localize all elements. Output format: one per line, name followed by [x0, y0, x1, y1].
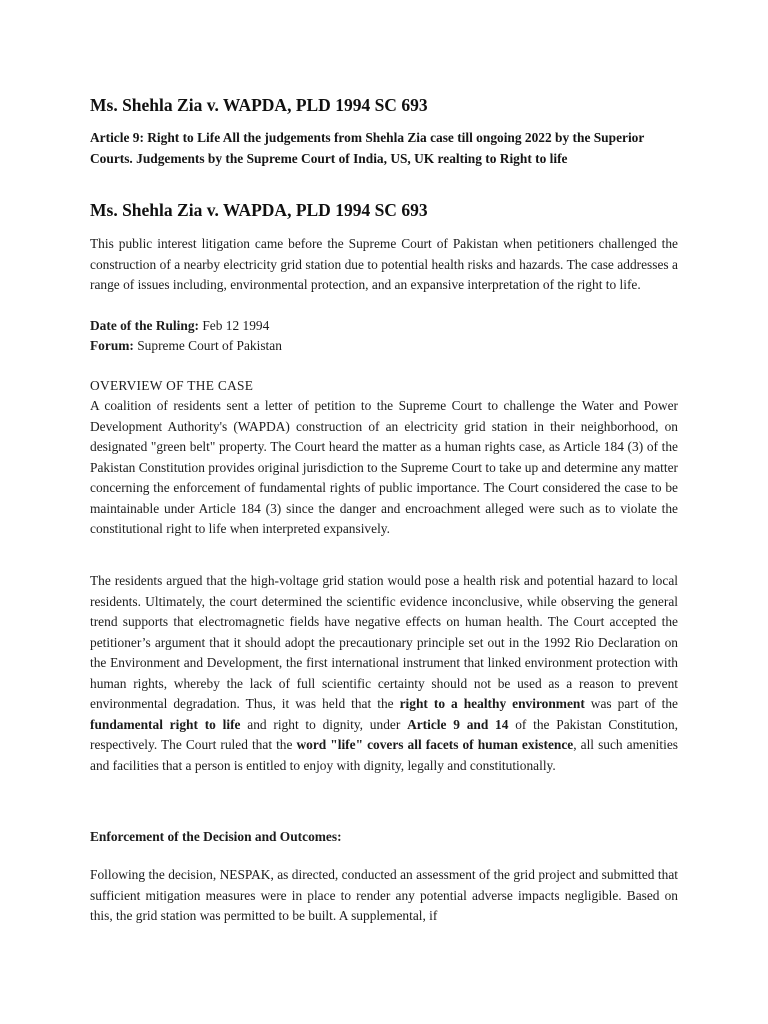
highlight-healthy-environment: right to a healthy environment: [399, 696, 585, 711]
forum-value: Supreme Court of Pakistan: [133, 338, 282, 353]
argument-text-4: of the Pakistan Constitution, respectively. The Court ruled that the: [90, 716, 678, 752]
argument-text-3: and right to dignity, under: [240, 716, 408, 732]
ruling-label: Date of the Ruling:: [90, 318, 199, 333]
forum: [90, 336, 282, 357]
enforcement-heading: Enforcement of the Decision and Outcomes:: [90, 829, 342, 844]
argument-text-1: The residents argued that the high-voltage grid station would pose a health risk and potential hazard to local residents. Ultimately, the court determined the scientific evidence inconclusive, while observing the general trend supports that electromagnetic fields have negative effects on human health. The Court accepted the petitioner’s argument that it should adopt the precautionary principle set out in the 1992 Rio Declaration on the Environment and Development, the first international instrument that linked environment protection with human rights, whereby the lack of full scientific certainty should not be used as a reason to prevent environmental degradation. Thus, it was held that the: [90, 573, 678, 711]
intro-paragraph: This public interest litigation came before the Supreme Court of Pakistan when petitioners challenged the construction of a nearby electricity grid station due to potential health risks and hazards. The case addresses a range of issues including, environmental protection, and an expansive interpretation of the right to life.: [90, 236, 678, 292]
case-title: Ms. Shehla Zia v. WAPDA, PLD 1994 SC 693: [90, 95, 428, 115]
argument-paragraph: [90, 571, 678, 776]
enforcement-paragraph: Following the decision, NESPAK, as directed, conducted an assessment of the grid project and submitted that sufficient mitigation measures were in place to render any potential adverse impacts negligible. Based on this, the grid station was permitted to be built. A supplemental, if: [90, 867, 678, 923]
forum-label: Forum:: [90, 338, 134, 353]
argument-text-5: , all such amenities and facilities that a person is entitled to enjoy with dignity, legally and constitutionally.: [90, 737, 678, 773]
argument-text-2: was part of the: [584, 696, 678, 711]
highlight-word-life: word "life" covers all facets of human existence: [296, 737, 574, 752]
ruling-date: [90, 316, 269, 337]
article-subtitle: Article 9: Right to Life All the judgements from Shehla Zia case till ongoing 2022 by the Superior Courts. Judgements by the Supreme Court of India, US, UK realting to Right to life: [90, 130, 645, 166]
ruling-value: Feb 12 1994: [198, 318, 270, 333]
case-title-repeat: Ms. Shehla Zia v. WAPDA, PLD 1994 SC 693: [90, 200, 428, 220]
overview-heading: OVERVIEW OF THE CASE: [90, 378, 254, 393]
highlight-articles: Article 9 and 14: [407, 716, 509, 732]
highlight-right-to-life: fundamental right to life: [90, 716, 241, 732]
overview-paragraph: A coalition of residents sent a letter of petition to the Supreme Court to challenge the Water and Power Development Authority's (WAPDA) construction of an electricity grid station in their neighborhood, on designated "green belt" property. The Court heard the matter as a human rights case, as Article 184 (3) of the Pakistan Constitution provides original jurisdiction to the Supreme Court to take up and determine any matter concerning the enforcement of fundamental rights of public importance. The Court considered the case to be maintainable under Article 184 (3) since the danger and encroachment alleged were such as to violate the constitutional right to life when interpreted expansively.: [90, 398, 678, 536]
